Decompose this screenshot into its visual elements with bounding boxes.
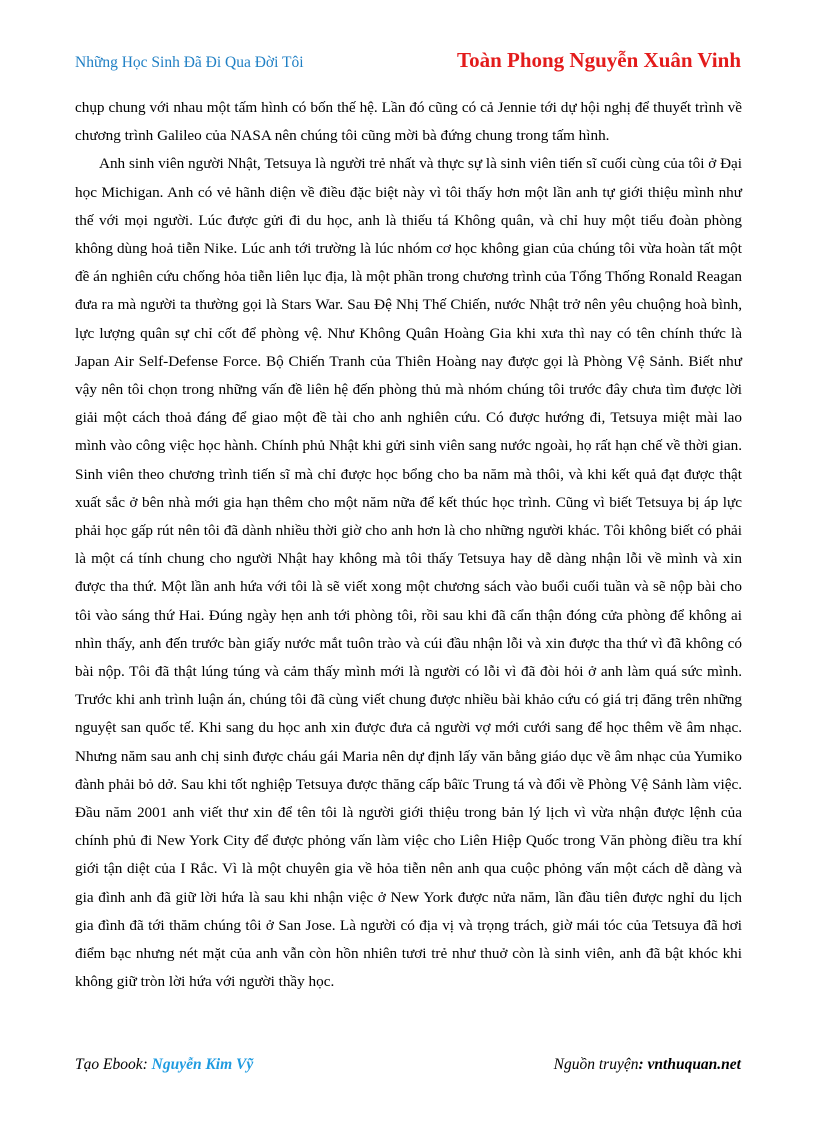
- source-site: vnthuquan.net: [647, 1056, 741, 1073]
- source-separator: :: [638, 1056, 648, 1073]
- source-credit: [554, 1056, 741, 1074]
- ebook-creator-name: Nguyễn Kim Vỹ: [151, 1056, 254, 1073]
- ebook-separator: :: [142, 1056, 152, 1073]
- author-name: Toàn Phong Nguyễn Xuân Vinh: [456, 48, 741, 72]
- paragraph-tetsuya: Anh sinh viên người Nhật, Tetsuya là người trẻ nhất và thực sự là sinh viên tiến sĩ cuối cùng của tôi ở Đại học Michigan. Anh có vẻ hãnh diện về điều đặc biệt này vì tôi thấy hơn một lần anh tự giới thiệu mình như thế với mọi người. Lúc được gửi đi du học, anh là thiếu tá Không quân, và chỉ huy một tiểu đoàn phòng không dùng hoả tiễn Nike. Lúc anh tới trường là lúc nhóm cơ học không gian của chúng tôi vừa hoàn tất một đề án nghiên cứu chống hỏa tiễn liên lục địa, là một phần trong chương trình của Tổng Thống Ronald Reagan đưa ra mà người ta thường gọi là Stars War. Sau Đệ Nhị Thế Chiến, nước Nhật trở nên yêu chuộng hoà bình, lực lượng quân sự chỉ cốt để phòng vệ. Như Không Quân Hoàng Gia khi xưa thì nay có tên chính thức là Japan Air Self-Defense Force. Bộ Chiến Tranh của Thiên Hoàng nay được gọi là Phòng Vệ Sảnh. Biết như vậy nên tôi chọn trong những vấn đề liên hệ đến phòng thủ mà nhóm chúng tôi trước đây chưa tìm được lời giải một cách thoả đáng để giao một đề tài cho anh nghiên cứu. Có được hướng đi, Tetsuya miệt mài lao mình vào công việc học hành. Chính phủ Nhật khi gửi sinh viên sang nước ngoài, họ rất hạn chế về thời gian. Sinh viên theo chương trình tiến sĩ mà chỉ được học bổng cho ba năm mà thôi, và khi kết quả đạt được thật xuất sắc ở bên nhà mới gia hạn thêm cho một năm nữa để kết thúc học trình. Cũng vì biết Tetsuya bị áp lực phải học gấp rút nên tôi đã dành nhiều thời giờ cho anh hơn là cho những người khác. Tôi không biết có phải là một cá tính chung cho người Nhật hay không mà tôi thấy Tetsuya hay dễ dàng nhận lỗi về mình và xin được tha thứ. Một lần anh hứa với tôi là sẽ viết xong một chương sách vào buổi cuối tuần và sẽ nộp bài cho tôi vào sáng thứ Hai. Đúng ngày hẹn anh tới phòng tôi, rồi sau khi đã cẩn thận đóng cửa phòng để không ai nhìn thấy, anh đến trước bàn giấy nước mắt tuôn trào và cúi đầu nhận lỗi và xin được tha thứ vì đã không có bài nộp. Tôi đã thật lúng túng và cảm thấy mình mới là người có lỗi vì đã đòi hỏi ở anh làm quá sức mình. Trước khi anh trình luận án, chúng tôi đã cùng viết chung được nhiều bài khảo cứu có giá trị đăng trên những nguyệt san quốc tế. Khi sang du học anh xin được đưa cả người vợ mới cưới sang để học thêm về âm nhạc. Nhưng năm sau anh chị sinh được cháu gái Maria nên dự định lấy văn bằng giáo dục về âm nhạc của Yumiko đành phải bỏ dở. Sau khi tốt nghiệp Tetsuya được thăng cấp bâïc Trung tá và đổi về Phòng Vệ Sảnh làm việc. Đầu năm 2001 anh viết thư xin để tên tôi là người giới thiệu trong bản lý lịch vì vừa nhận được lệnh của chính phủ đi New York City để được phỏng vấn làm việc cho Liên Hiệp Quốc trong Văn phòng điều tra khí giới tận diệt của I Rắc. Vì là một chuyên gia về hỏa tiễn nên anh qua cuộc phỏng vấn một cách dễ dàng và gia đình anh đã giữ lời hứa là sau khi nhận việc ở New York được nửa năm, lần đầu tiên được nghỉ du lịch gia đình đã tới thăm chúng tôi ở San Jose. Là người có địa vị và trọng trách, giờ mái tóc của Tetsuya đã hơi điểm bạc nhưng nét mặt của anh vẫn còn hồn nhiên tươi trẻ như thuở còn là sinh viên, anh đã bật khóc khi không giữ tròn lời hứa với người thầy học.: [75, 155, 742, 991]
- page-footer: [75, 1056, 741, 1078]
- ebook-label: Tạo Ebook: [75, 1056, 143, 1073]
- book-title: Những Học Sinh Đã Đi Qua Đời Tôi: [75, 54, 304, 71]
- page-body: [75, 94, 742, 997]
- source-label: Nguồn truyện: [553, 1056, 639, 1073]
- page-header: [75, 48, 741, 76]
- paragraph-continued: chụp chung với nhau một tấm hình có bốn thế hệ. Lần đó cũng có cả Jennie tới dự hội nghị để thuyết trình về chương trình Galileo của NASA nên chúng tôi cũng mời bà đứng chung trong tấm hình.: [75, 99, 742, 145]
- ebook-credit: [75, 1056, 253, 1074]
